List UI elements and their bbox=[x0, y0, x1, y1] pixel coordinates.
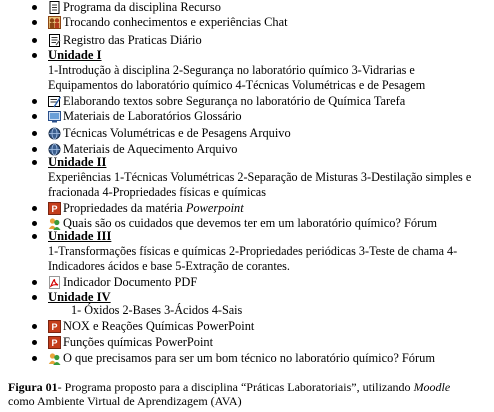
list-item bbox=[0, 155, 494, 170]
unit-description-3 bbox=[48, 244, 492, 274]
powerpoint-link[interactable] bbox=[48, 335, 213, 350]
glossary-icon bbox=[48, 110, 61, 123]
pdf-icon bbox=[48, 276, 61, 289]
svg-text:P: P bbox=[51, 338, 58, 348]
journal-label: Registro das Praticas Diário bbox=[63, 33, 202, 47]
file-label: Técnicas Volumétricas e de Pesagens Arquivo bbox=[63, 126, 291, 140]
unit-description-line: Indicadores ácidos e base 5-Extração de corantes. bbox=[48, 259, 290, 273]
bullet bbox=[32, 324, 37, 329]
list-item bbox=[0, 275, 494, 290]
caption-text: - Programa proposto para a disciplina “Práticas Laboratoriais”, utilizando bbox=[57, 380, 414, 394]
powerpoint-label: Funções químicas PowerPoint bbox=[63, 335, 214, 349]
powerpoint-icon bbox=[48, 336, 61, 349]
forum-label: O que precisamos para ser um bom técnico no laboratório químico? Fórum bbox=[63, 351, 435, 365]
svg-text:P: P bbox=[51, 204, 58, 214]
bullet bbox=[32, 99, 37, 104]
svg-text:P: P bbox=[51, 322, 58, 332]
bullet bbox=[32, 53, 37, 58]
bullet bbox=[32, 147, 37, 152]
journal-icon bbox=[48, 34, 61, 47]
bullet bbox=[32, 221, 37, 226]
caption-line: como Ambiente Virtual de Aprendizagem (AVA) bbox=[8, 394, 242, 408]
unit-description-line: fracionada 4-Propriedades físicas e químicas bbox=[48, 185, 266, 199]
pdf-link[interactable] bbox=[48, 275, 197, 290]
caption-label: Figura 01 bbox=[8, 380, 58, 394]
bullet bbox=[32, 160, 37, 165]
bullet bbox=[32, 5, 37, 10]
unit-heading-3[interactable]: Unidade III bbox=[48, 229, 112, 243]
bullet bbox=[32, 114, 37, 119]
resource-label: Programa da disciplina Recurso bbox=[63, 0, 221, 14]
pdf-label: Indicador Documento PDF bbox=[63, 275, 198, 289]
bullet bbox=[32, 131, 37, 136]
document-icon bbox=[48, 1, 61, 14]
list-item bbox=[0, 229, 494, 244]
bullet bbox=[32, 295, 37, 300]
list-item bbox=[0, 48, 494, 63]
unit-description-line: Equipamentos do laboratório químico 4-Técnicas Volumétricas e de Pesagem bbox=[48, 78, 426, 92]
unit-heading-1[interactable]: Unidade I bbox=[48, 48, 102, 62]
bullet bbox=[32, 356, 37, 361]
caption-moodle: Moodle bbox=[413, 380, 451, 394]
powerpoint-label bbox=[63, 201, 244, 216]
bullet bbox=[32, 20, 37, 25]
unit-heading-2[interactable]: Unidade II bbox=[48, 155, 107, 169]
forum-link[interactable] bbox=[48, 351, 435, 366]
assignment-icon bbox=[48, 95, 61, 108]
list-item bbox=[0, 94, 494, 109]
chat-label: Trocando conhecimentos e experiências Chat bbox=[63, 15, 288, 29]
bullet bbox=[32, 280, 37, 285]
caption-line bbox=[8, 380, 492, 394]
unit-description-line: 1-Transformações físicas e químicas 2-Propriedades periódicas 3-Teste de chama 4- bbox=[48, 244, 458, 258]
list-item bbox=[0, 335, 494, 350]
journal-link[interactable] bbox=[48, 33, 202, 48]
resource-link[interactable] bbox=[48, 0, 221, 15]
forum-label: Quais são os cuidados que devemos ter em um laboratório químico? Fórum bbox=[63, 216, 438, 230]
list-item bbox=[0, 109, 494, 124]
unit-description-line: 1-Introdução à disciplina 2-Segurança no laboratório químico 3-Vidrarias e bbox=[48, 63, 415, 77]
bullet bbox=[32, 340, 37, 345]
chat-link[interactable] bbox=[48, 15, 288, 30]
bullet bbox=[32, 206, 37, 211]
unit-description-line: Experiências 1-Técnicas Volumétricas 2-Separação de Misturas 3-Destilação simples e bbox=[48, 170, 472, 184]
list-item bbox=[0, 33, 494, 48]
unit-description-1 bbox=[48, 63, 492, 93]
file-label: Materiais de Aquecimento Arquivo bbox=[63, 142, 238, 156]
figure-caption bbox=[8, 380, 492, 408]
forum-icon bbox=[48, 352, 61, 365]
list-item bbox=[0, 15, 494, 30]
unit-heading-4[interactable]: Unidade IV bbox=[48, 290, 111, 304]
bullet bbox=[32, 38, 37, 43]
powerpoint-label: NOX e Reações Químicas PowerPoint bbox=[63, 319, 255, 333]
file-icon bbox=[48, 127, 61, 140]
powerpoint-type: Powerpoint bbox=[185, 201, 244, 215]
list-item bbox=[0, 201, 494, 216]
powerpoint-link[interactable] bbox=[48, 319, 254, 334]
list-item bbox=[0, 126, 494, 141]
bullet bbox=[32, 234, 37, 239]
glossary-label: Materiais de Laboratórios Glossário bbox=[63, 109, 242, 123]
powerpoint-icon bbox=[48, 202, 61, 215]
chat-icon bbox=[48, 16, 61, 29]
glossary-link[interactable] bbox=[48, 109, 242, 124]
list-item bbox=[0, 0, 494, 15]
powerpoint-link[interactable] bbox=[48, 201, 244, 216]
assignment-label: Elaborando textos sobre Segurança no laboratório de Química Tarefa bbox=[63, 94, 406, 108]
powerpoint-title: Propriedades da matéria bbox=[63, 201, 186, 215]
list-item bbox=[0, 351, 494, 366]
powerpoint-icon bbox=[48, 320, 61, 333]
unit-description-4: 1- Óxidos 2-Bases 3-Ácidos 4-Sais bbox=[71, 303, 243, 317]
file-link[interactable] bbox=[48, 126, 291, 141]
assignment-link[interactable] bbox=[48, 94, 405, 109]
list-item bbox=[0, 319, 494, 334]
unit-description-2 bbox=[48, 170, 492, 200]
